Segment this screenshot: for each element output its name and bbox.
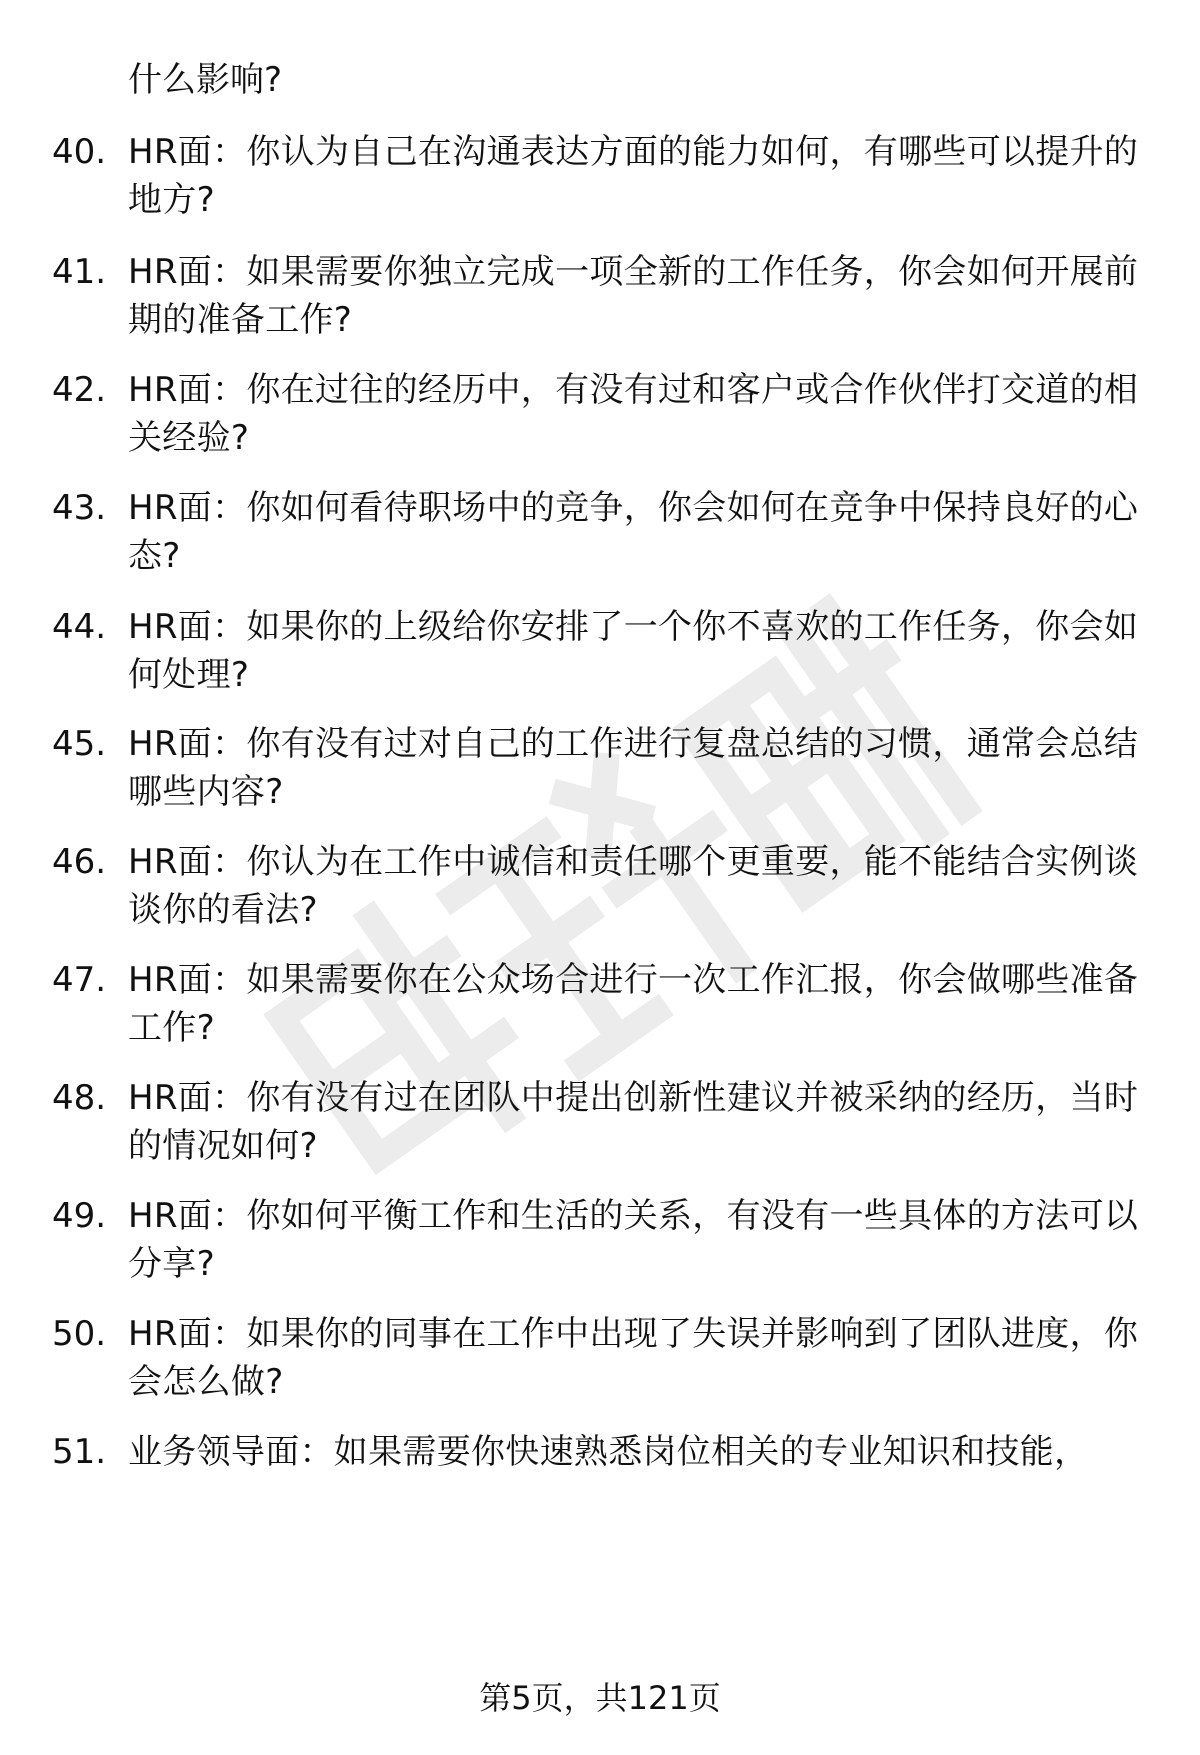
question-text: HR面：如果需要你在公众场合进行一次工作汇报，你会做哪些准备工作?: [128, 960, 1139, 1048]
question-number: 46.: [52, 842, 107, 882]
question-text: HR面：你如何看待职场中的竞争，你会如何在竞争中保持良好的心态?: [128, 488, 1139, 576]
question-number: 41.: [52, 252, 107, 292]
question-number: 51.: [52, 1432, 107, 1472]
question-text: HR面：你有没有过在团队中提出创新性建议并被采纳的经历，当时的情况如何?: [128, 1078, 1139, 1166]
continuation-text: 什么影响?: [128, 60, 283, 100]
question-number: 49.: [52, 1196, 107, 1236]
question-number: 45.: [52, 724, 107, 764]
question-number: 50.: [52, 1314, 107, 1354]
question-text: HR面：你认为自己在沟通表达方面的能力如何，有哪些可以提升的地方?: [128, 132, 1139, 220]
question-number: 40.: [52, 132, 107, 172]
question-number: 43.: [52, 488, 107, 528]
question-text: HR面：如果你的同事在工作中出现了失误并影响到了团队进度，你会怎么做?: [128, 1314, 1139, 1402]
question-text: HR面：你在过往的经历中，有没有过和客户或合作伙伴打交道的相关经验?: [128, 370, 1139, 458]
question-text: HR面：你如何平衡工作和生活的关系，有没有一些具体的方法可以分享?: [128, 1196, 1139, 1284]
question-number: 48.: [52, 1078, 107, 1118]
question-text: 业务领导面：如果需要你快速熟悉岗位相关的专业知识和技能，: [128, 1432, 1089, 1472]
question-number: 44.: [52, 607, 107, 647]
page-number-footer: 第5页，共121页: [479, 1679, 721, 1717]
question-number: 47.: [52, 960, 107, 1000]
question-text: HR面：你有没有过对自己的工作进行复盘总结的习惯，通常会总结哪些内容?: [128, 724, 1139, 812]
question-text: HR面：如果需要你独立完成一项全新的工作任务，你会如何开展前期的准备工作?: [128, 252, 1139, 340]
question-text: HR面：你认为在工作中诚信和责任哪个更重要，能不能结合实例谈谈你的看法?: [128, 842, 1139, 930]
question-text: HR面：如果你的上级给你安排了一个你不喜欢的工作任务，你会如何处理?: [128, 607, 1139, 695]
question-number: 42.: [52, 370, 107, 410]
